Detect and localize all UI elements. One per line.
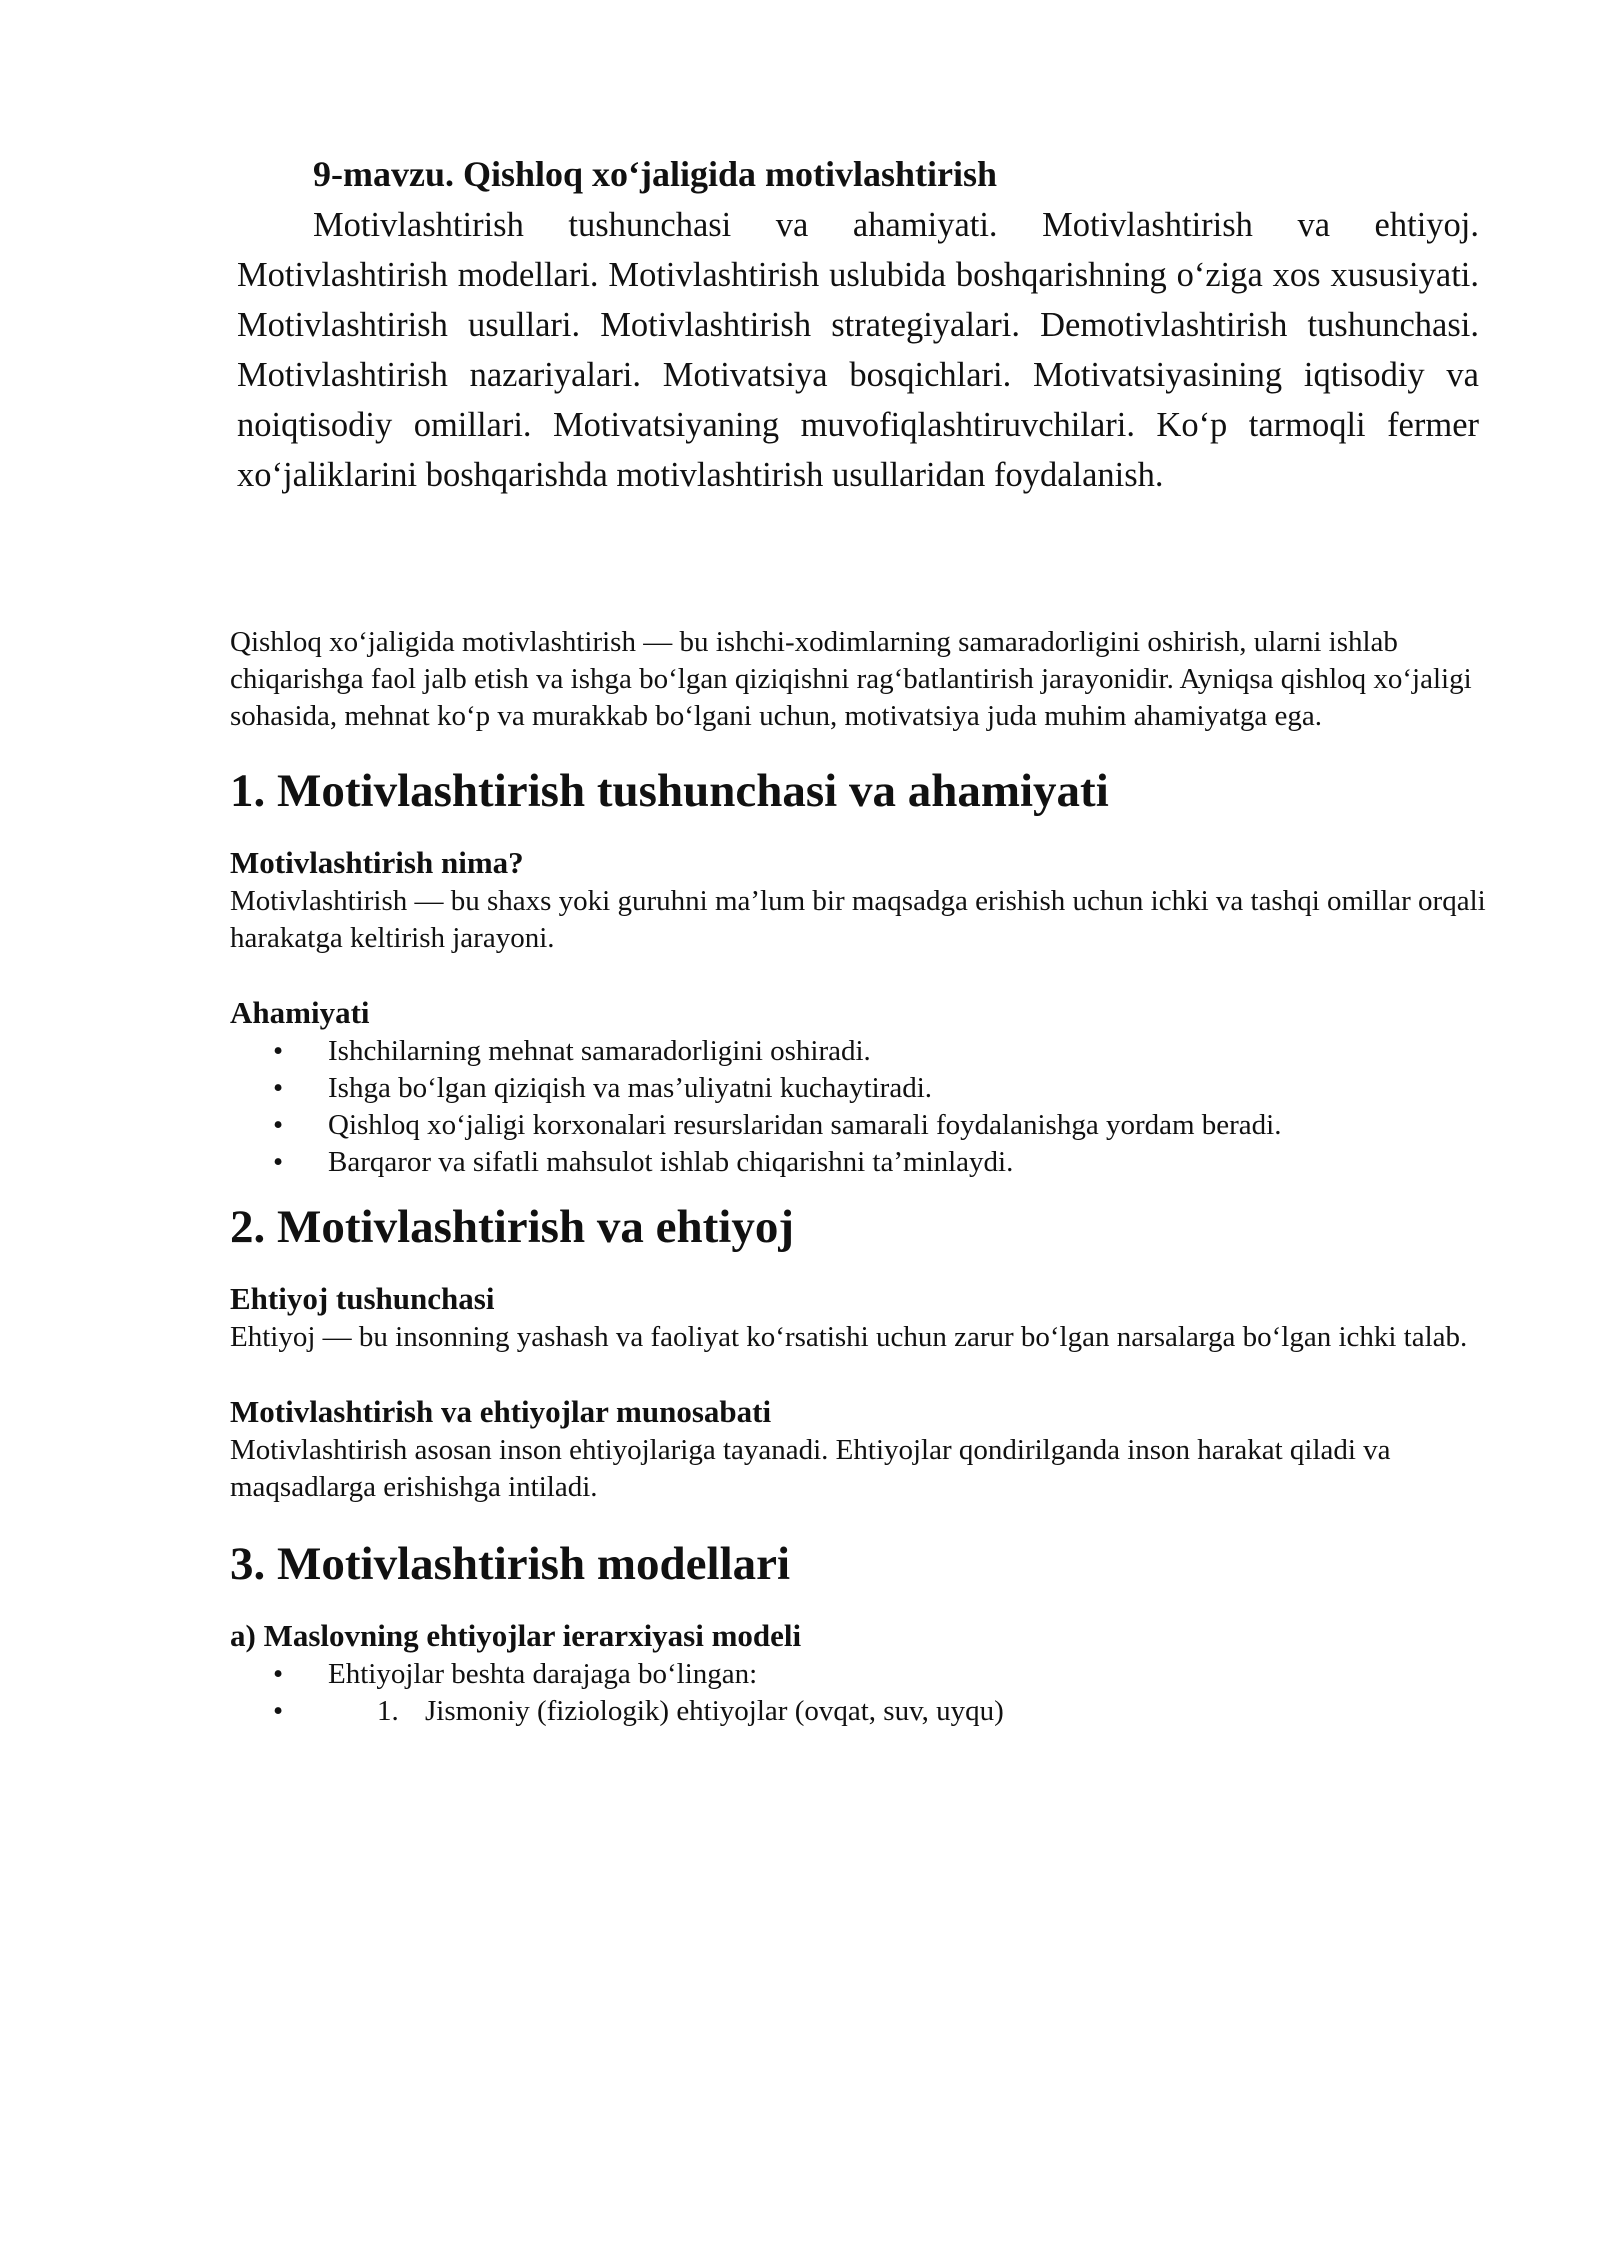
list-item: • Qishloq xo‘jaligi korxonalari resurslaridan samarali foydalanishga yordam beradi. bbox=[230, 1107, 1495, 1144]
section-heading-3: 3. Motivlashtirish modellari bbox=[230, 1538, 791, 1590]
document-body bbox=[230, 624, 1495, 1730]
subheading-maslow-model: a) Maslovning ehtiyojlar ierarxiyasi modeli bbox=[230, 1618, 802, 1653]
list-item-text: Ehtiyojlar beshta darajaga bo‘lingan: bbox=[328, 1658, 758, 1690]
paragraph-motivation-needs: Motivlashtirish asosan inson ehtiyojlariga tayanadi. Ehtiyojlar qondirilganda inson harakat qiladi va maqsadlarga erishishga intiladi. bbox=[230, 1434, 1391, 1503]
topic-title: 9-mavzu. Qishloq xo‘jaligida motivlashtirish bbox=[313, 154, 998, 194]
subheading-motivation-needs-relation: Motivlashtirish va ehtiyojlar munosabati bbox=[230, 1394, 772, 1429]
importance-list bbox=[230, 1033, 1495, 1181]
list-item: • Barqaror va sifatli mahsulot ishlab chiqarishni ta’minlaydi. bbox=[230, 1144, 1495, 1181]
numbered-list bbox=[230, 1693, 1495, 1730]
list-item: • Ishga bo‘lgan qiziqish va mas’uliyatni kuchaytiradi. bbox=[230, 1070, 1495, 1107]
list-number: • 1. bbox=[377, 1695, 399, 1727]
list-item-text: Jismoniy (fiziologik) ehtiyojlar (ovqat, suv, uyqu) bbox=[425, 1695, 1004, 1727]
maslow-list bbox=[230, 1656, 1495, 1730]
section-heading-1: 1. Motivlashtirish tushunchasi va ahamiyati bbox=[230, 765, 1109, 817]
intro-paragraph: Qishloq xo‘jaligida motivlashtirish — bu ishchi-xodimlarning samaradorligini oshirish, ularni ishlab chiqarishga faol jalb etish va ishga bo‘lgan qiziqishni rag‘batlantirish jarayonidir. Ayniqsa qishloq xo‘jaligi sohasida, mehnat ko‘p va murakkab bo‘lgani uchun, motivatsiya juda muhim ahamiyatga ega. bbox=[230, 626, 1472, 732]
topic-outline: Motivlashtirish tushunchasi va ahamiyati. Motivlashtirish va ehtiyoj. Motivlashtirish modellari. Motivlashtirish uslubida boshqarishning o‘ziga xos xususiyati. Motivlashtirish usullari. Motivlashtirish strategiyalari. Demotivlashtirish tushunchasi. Motivlashtirish nazariyalari. Motivatsiya bosqichlari. Motivatsiyasining iqtisodiy va noiqtisodiy omillari. Motivatsiyaning muvofiqlashtiruvchilari. Ko‘p tarmoqli fermer xo‘jaliklarini boshqarishda motivlashtirish usullaridan foydalanish. bbox=[237, 206, 1479, 494]
numbered-list-item bbox=[230, 1693, 1495, 1730]
paragraph-definition: Motivlashtirish — bu shaxs yoki guruhni ma’lum bir maqsadga erishish uchun ichki va tashqi omillar orqali harakatga keltirish jarayoni. bbox=[230, 885, 1486, 954]
subheading-need-concept: Ehtiyoj tushunchasi bbox=[230, 1281, 495, 1316]
list-item bbox=[230, 1656, 1495, 1730]
subheading-what-is-motivation: Motivlashtirish nima? bbox=[230, 845, 524, 880]
subheading-importance: Ahamiyati bbox=[230, 995, 370, 1030]
section-heading-2: 2. Motivlashtirish va ehtiyoj bbox=[230, 1201, 794, 1253]
paragraph-need-definition: Ehtiyoj — bu insonning yashash va faoliyat ko‘rsatishi uchun zarur bo‘lgan narsalarga bo‘lgan ichki talab. bbox=[230, 1321, 1468, 1353]
list-item: • Ishchilarning mehnat samaradorligini oshiradi. bbox=[230, 1033, 1495, 1070]
